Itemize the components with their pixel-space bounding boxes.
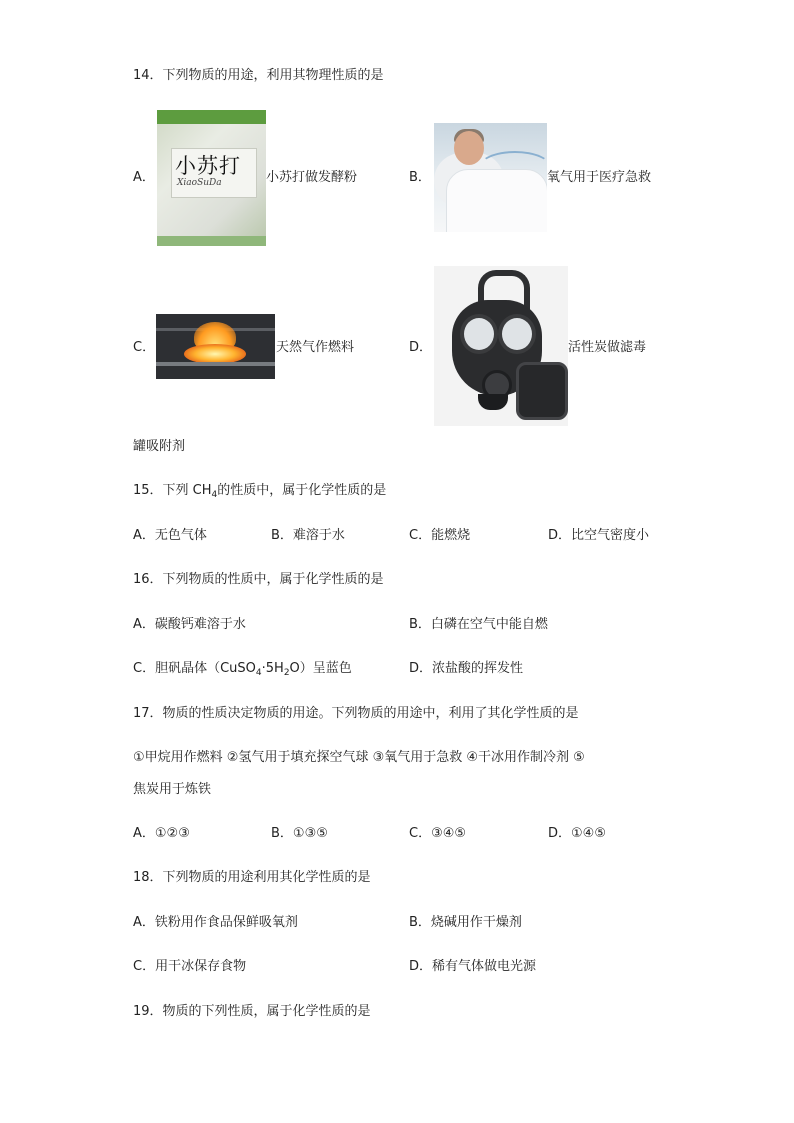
q15-option-c[interactable]: C．能燃烧 (409, 528, 471, 543)
q17-items-line1: ①甲烷用作燃料 ②氢气用于填充探空气球 ③氧气用于急救 ④干冰用作制冷剂 ⑤ (133, 750, 585, 765)
q14-option-a-letter[interactable]: A． (133, 170, 155, 185)
q14-option-c-letter[interactable]: C． (133, 340, 156, 355)
q16-option-c[interactable] (133, 660, 352, 678)
q16-c-post: O）呈蓝色 (289, 661, 352, 676)
q14-option-c-text: 天然气作燃料 (276, 340, 355, 355)
q16-stem: 16．下列物质的性质中，属于化学性质的是 (133, 572, 384, 587)
q15-stem-pre: 15．下列 CH (133, 483, 212, 498)
q14-option-b-text: 氧气用于医疗急救 (547, 170, 652, 185)
bag-label-pinyin: XiaoSuDa (177, 178, 222, 188)
q14-option-d-letter[interactable]: D． (409, 340, 433, 355)
q16-c-sub2: 2 (283, 668, 290, 678)
q15-option-a[interactable]: A．无色气体 (133, 528, 207, 543)
q18-option-d[interactable]: D．稀有气体做电光源 (409, 959, 537, 974)
gas-burner-image (156, 314, 275, 379)
q16-c-pre: C．胆矾晶体（CuSO (133, 661, 256, 676)
q17-option-c[interactable]: C．③④⑤ (409, 826, 467, 841)
q18-stem: 18．下列物质的用途利用其化学性质的是 (133, 870, 371, 885)
q17-option-d[interactable]: D．①④⑤ (548, 826, 606, 841)
q18-option-c[interactable]: C．用干冰保存食物 (133, 959, 247, 974)
q14-stem: 14．下列物质的用途，利用其物理性质的是 (133, 68, 384, 83)
q16-c-sub1: 4 (255, 668, 262, 678)
q18-option-a[interactable]: A．铁粉用作食品保鲜吸氧剂 (133, 915, 298, 930)
q16-option-a[interactable]: A．碳酸钙难溶于水 (133, 617, 246, 632)
bag-label-text: 小苏打 (175, 154, 241, 178)
q15-option-d[interactable]: D．比空气密度小 (548, 528, 650, 543)
q14-option-a-text: 小苏打做发酵粉 (266, 170, 358, 185)
q19-stem: 19．物质的下列性质，属于化学性质的是 (133, 1004, 371, 1019)
baking-soda-bag-image (157, 110, 266, 246)
q15-stem-sub: 4 (211, 490, 218, 500)
q15-stem-post: 的性质中，属于化学性质的是 (217, 483, 387, 498)
q14-option-b-letter[interactable]: B． (409, 170, 431, 185)
q18-option-b[interactable]: B．烧碱用作干燥剂 (409, 915, 522, 930)
q16-option-d[interactable]: D．浓盐酸的挥发性 (409, 661, 524, 676)
q16-option-b[interactable]: B．白磷在空气中能自燃 (409, 617, 548, 632)
patient-oxygen-image (434, 123, 547, 232)
q15-stem (133, 482, 386, 500)
q16-c-mid: ·5H (261, 661, 284, 676)
q14-option-d-continuation: 罐吸附剂 (133, 439, 186, 454)
q17-option-a[interactable]: A．①②③ (133, 826, 190, 841)
q17-option-b[interactable]: B．①③⑤ (271, 826, 328, 841)
q15-option-b[interactable]: B．难溶于水 (271, 528, 345, 543)
gas-mask-image (434, 266, 568, 426)
q17-stem: 17．物质的性质决定物质的用途。下列物质的用途中，利用了其化学性质的是 (133, 706, 579, 721)
q14-option-d-text: 活性炭做滤毒 (568, 340, 647, 355)
q17-items-line2: 焦炭用于炼铁 (133, 782, 212, 797)
